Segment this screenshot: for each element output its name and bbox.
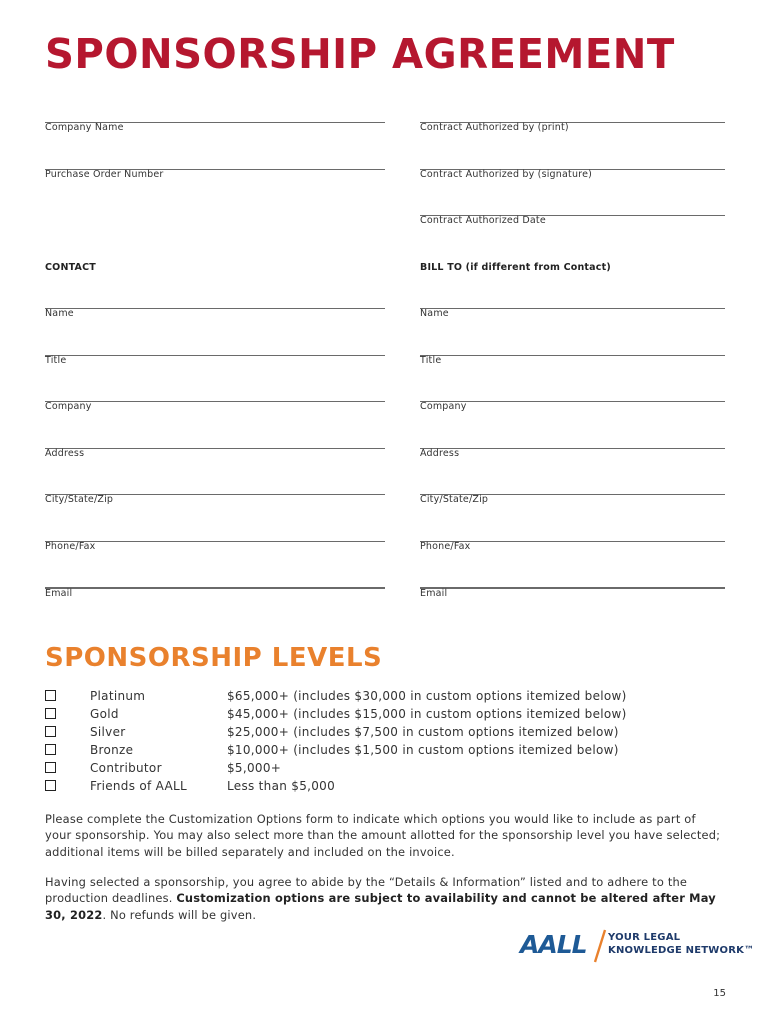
level-platinum — [45, 687, 735, 705]
contact-email-field[interactable] — [45, 587, 385, 605]
page-number: 15 — [713, 988, 726, 999]
bill-to-note: (if different from Contact) — [465, 262, 611, 273]
level-contributor — [45, 759, 735, 777]
gold-checkbox[interactable] — [45, 708, 56, 719]
authorized-print-field[interactable] — [420, 122, 725, 140]
level-gold — [45, 705, 735, 723]
bill-address-label: Address — [420, 448, 460, 459]
contact-company-field[interactable] — [45, 401, 385, 419]
agreement-text-end: . No refunds will be given. — [102, 907, 257, 922]
level-name: Platinum — [90, 689, 146, 703]
company-name-field[interactable] — [45, 122, 385, 140]
contact-company-label: Company — [45, 401, 92, 412]
bill-title-label: Title — [420, 355, 442, 366]
aall-logo — [520, 928, 755, 964]
bill-email-field[interactable] — [420, 587, 725, 605]
contact-name-field[interactable] — [45, 308, 385, 326]
sponsorship-levels-title: SPONSORSHIP LEVELS — [45, 643, 383, 673]
level-description: Less than $5,000 — [227, 779, 336, 793]
sponsorship-levels-list — [45, 687, 735, 795]
aall-logo-mark: AALL — [520, 930, 587, 959]
contact-phone-field[interactable] — [45, 541, 385, 559]
level-bronze — [45, 741, 735, 759]
level-description: $45,000+ (includes $15,000 in custom options itemized below) — [227, 707, 627, 721]
contact-email-label: Email — [45, 588, 73, 599]
bill-company-field[interactable] — [420, 401, 725, 419]
tagline-line-2: KNOWLEDGE NETWORK™ — [608, 945, 755, 956]
authorized-signature-label: Contract Authorized by (signature) — [420, 169, 593, 180]
bill-name-label: Name — [420, 308, 449, 319]
purchase-order-label: Purchase Order Number — [45, 169, 164, 180]
silver-checkbox[interactable] — [45, 726, 56, 737]
level-description: $10,000+ (includes $1,500 in custom options itemized below) — [227, 743, 619, 757]
agreement-bold-text: Customization options are subject to availability and cannot be altered after May 30, 2022 — [45, 891, 716, 922]
bill-to-heading — [420, 262, 611, 273]
level-friends — [45, 777, 735, 795]
authorized-signature-field[interactable] — [420, 169, 725, 187]
agreement-paragraph — [45, 874, 725, 923]
level-name: Gold — [90, 707, 119, 721]
authorized-date-field[interactable] — [420, 215, 725, 233]
bronze-checkbox[interactable] — [45, 744, 56, 755]
bill-city-field[interactable] — [420, 494, 725, 512]
friends-checkbox[interactable] — [45, 780, 56, 791]
customization-paragraph: Please complete the Customization Options form to indicate which options you would like to include as part of your sponsorship. You may also select more than the amount allotted for the sponsorship level you have selected; additional items will be billed separately and included on the invoice. — [45, 812, 721, 859]
level-name: Friends of AALL — [90, 779, 187, 793]
bill-address-field[interactable] — [420, 448, 725, 466]
tagline-line-1: YOUR LEGAL — [608, 932, 681, 943]
contact-address-field[interactable] — [45, 448, 385, 466]
contact-name-label: Name — [45, 308, 74, 319]
platinum-checkbox[interactable] — [45, 690, 56, 701]
authorized-date-label: Contract Authorized Date — [420, 215, 546, 226]
level-name: Bronze — [90, 743, 134, 757]
contributor-checkbox[interactable] — [45, 762, 56, 773]
authorized-print-label: Contract Authorized by (print) — [420, 122, 569, 133]
bill-city-label: City/State/Zip — [420, 494, 489, 505]
bill-phone-field[interactable] — [420, 541, 725, 559]
level-name: Silver — [90, 725, 126, 739]
contact-title-label: Title — [45, 355, 67, 366]
level-description: $5,000+ — [227, 761, 282, 775]
aall-tagline — [608, 931, 754, 957]
level-description: $25,000+ (includes $7,500 in custom options itemized below) — [227, 725, 619, 739]
contact-city-label: City/State/Zip — [45, 494, 114, 505]
bill-company-label: Company — [420, 401, 467, 412]
page-title: SPONSORSHIP AGREEMENT — [45, 30, 675, 78]
contact-phone-label: Phone/Fax — [45, 541, 96, 552]
contact-city-field[interactable] — [45, 494, 385, 512]
contact-address-label: Address — [45, 448, 85, 459]
bill-to-label: BILL TO — [420, 262, 463, 273]
company-name-label: Company Name — [45, 122, 124, 133]
bill-title-field[interactable] — [420, 355, 725, 373]
level-silver — [45, 723, 735, 741]
agreement-text: Having selected a sponsorship, you agree to abide by the “Details & Information” listed and to adhere to the production deadlines. — [45, 875, 688, 906]
level-description: $65,000+ (includes $30,000 in custom options itemized below) — [227, 689, 627, 703]
purchase-order-field[interactable] — [45, 169, 385, 187]
contact-heading: CONTACT — [45, 262, 96, 273]
contact-title-field[interactable] — [45, 355, 385, 373]
bill-name-field[interactable] — [420, 308, 725, 326]
bill-phone-label: Phone/Fax — [420, 541, 471, 552]
bill-email-label: Email — [420, 588, 448, 599]
logo-slash-icon — [592, 928, 608, 964]
level-name: Contributor — [90, 761, 162, 775]
